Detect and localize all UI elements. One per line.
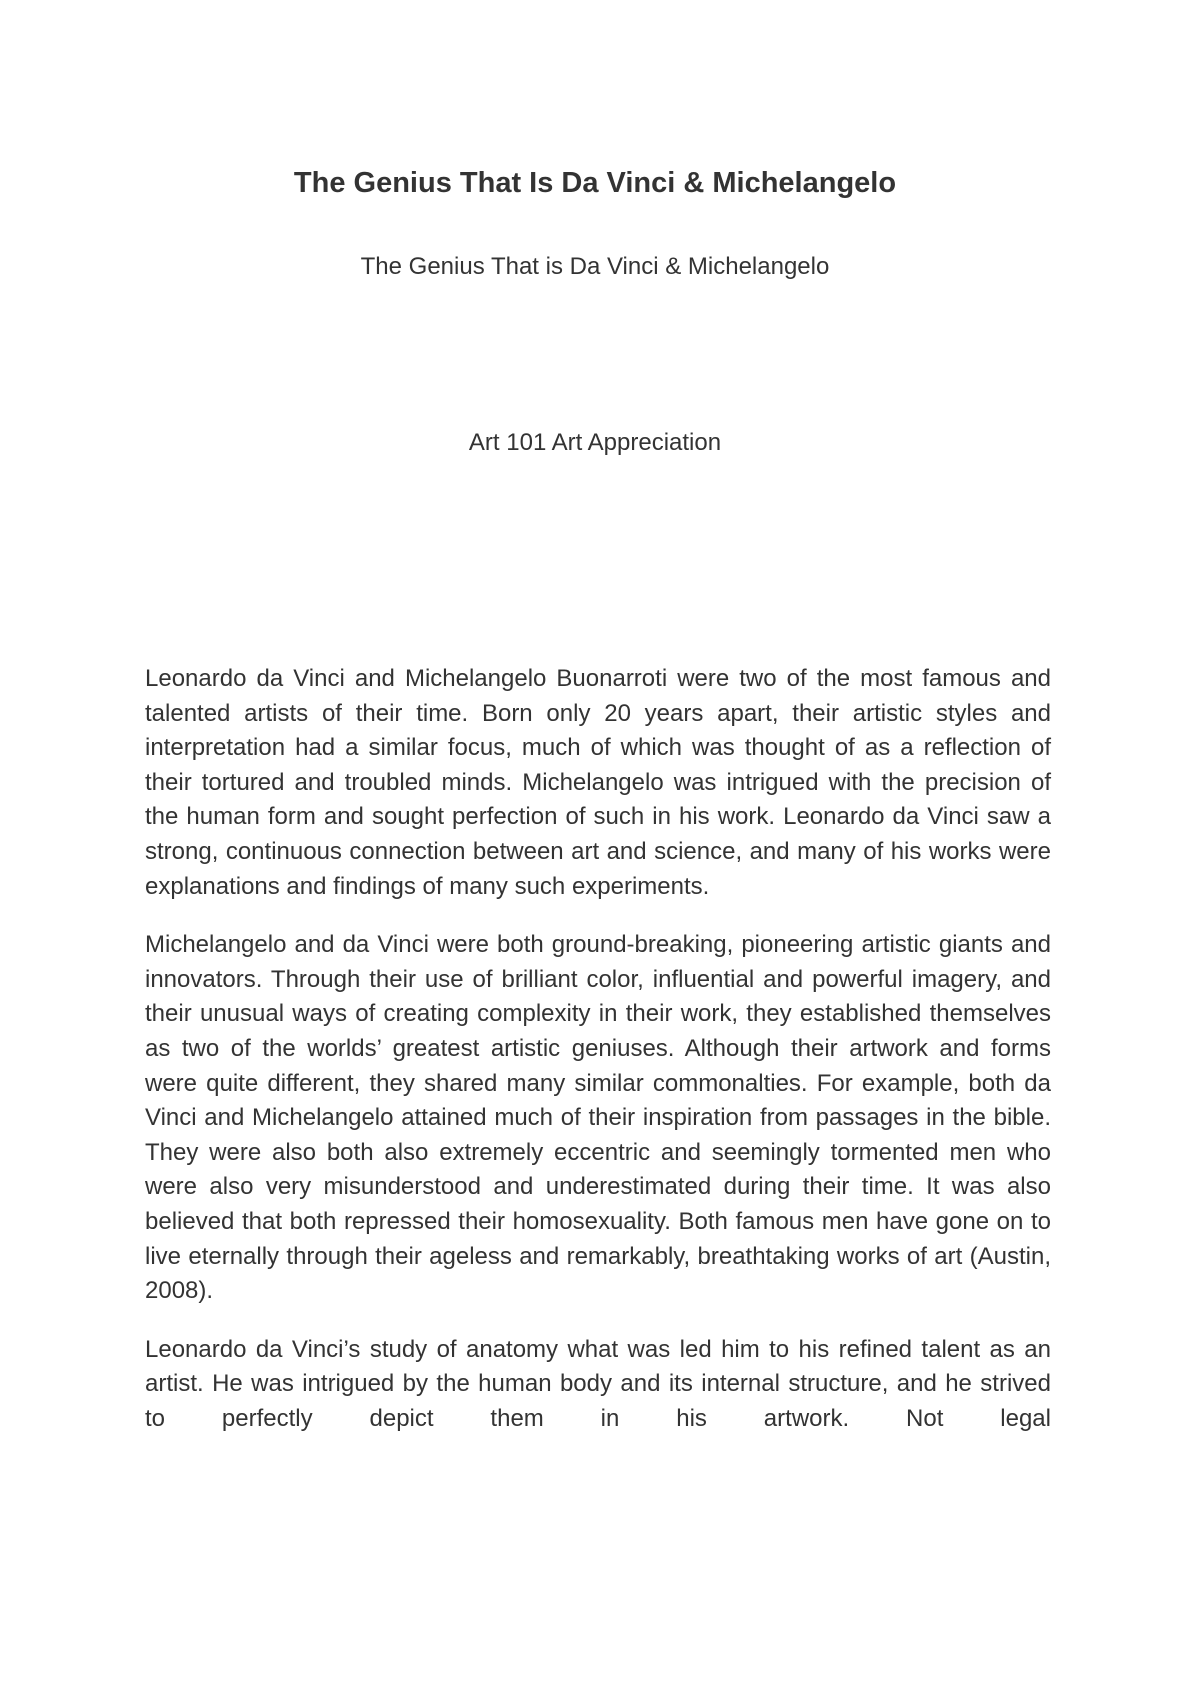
paragraph-2: Michelangelo and da Vinci were both ground-breaking, pioneering artistic giants and innovators. Through their use of brilliant color, influential and powerful imagery, and their unusual ways of creating complexity in their work, they established themselves as two of the worlds’ greatest artistic geniuses. Although their artwork and forms were quite different, they shared many similar commonalties. For example, both da Vinci and Michelangelo attained much of their inspiration from passages in the bible. They were also both also extremely eccentric and seemingly tormented men who were also very misunderstood and underestimated during their time. It was also believed that both repressed their homosexuality. Both famous men have gone on to live eternally through their ageless and remarkably, breathtaking works of art (Austin, 2008). (145, 931, 1051, 1305)
document-subtitle: The Genius That is Da Vinci & Michelangelo (360, 253, 830, 280)
document-title: The Genius That Is Da Vinci & Michelangelo (293, 167, 897, 199)
document-body (145, 662, 1051, 1460)
paragraph-3: Leonardo da Vinci’s study of anatomy what was led him to his refined talent as an artist. He was intrigued by the human body and its internal structure, and he strived to perfectly depict them in his artwork. Not legal (145, 1335, 1051, 1432)
paragraph-1: Leonardo da Vinci and Michelangelo Buonarroti were two of the most famous and talented artists of their time. Born only 20 years apart, their artistic styles and interpretation had a similar focus, much of which was thought of as a reflection of their tortured and troubled minds. Michelangelo was intrigued with the precision of the human form and sought perfection of such in his work. Leonardo da Vinci saw a strong, continuous connection between art and science, and many of his works were explanations and findings of many such experiments. (145, 665, 1051, 900)
course-name: Art 101 Art Appreciation (468, 429, 722, 456)
